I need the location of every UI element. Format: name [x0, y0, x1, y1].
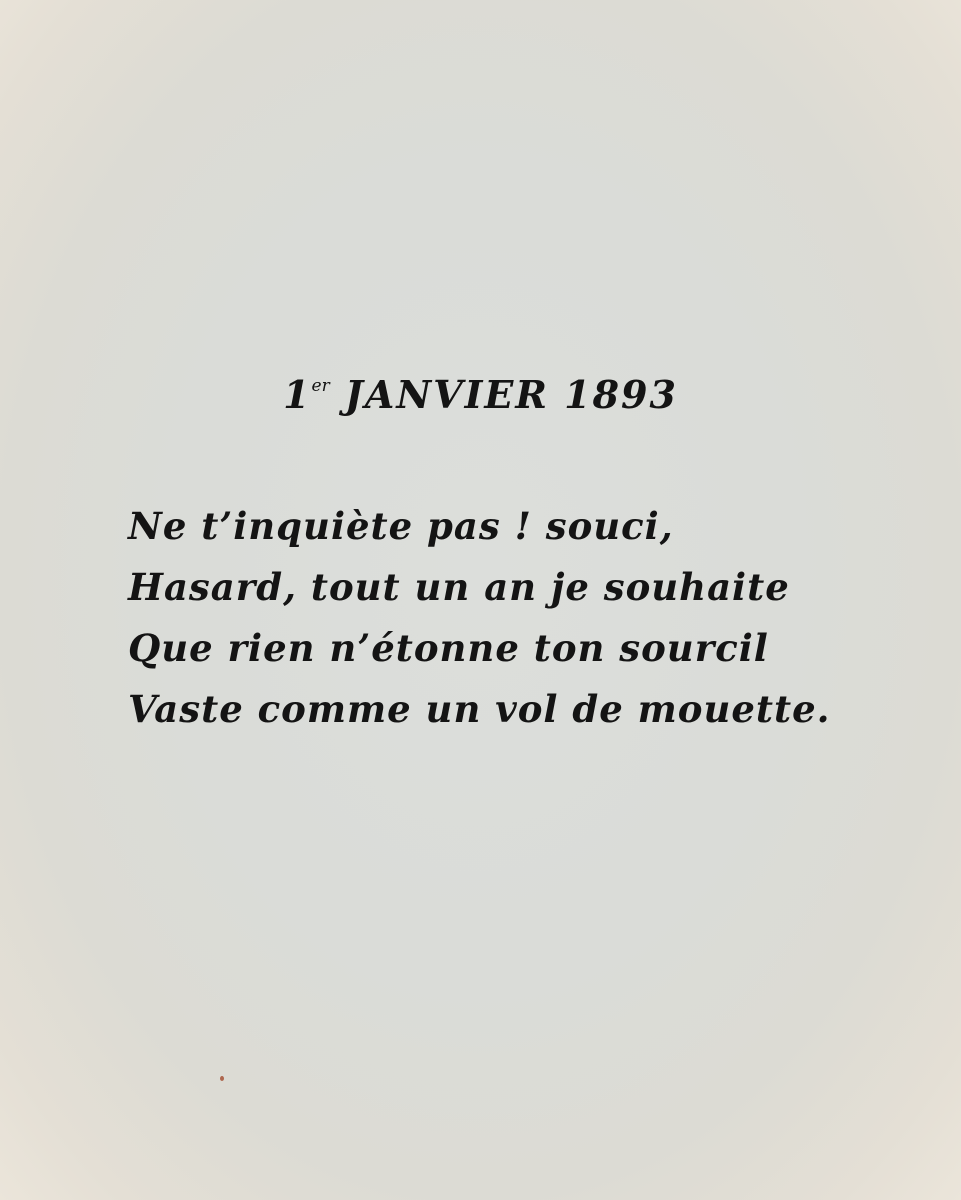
poem-title [0, 372, 961, 417]
poem-line-4: Vaste comme un vol de mouette. [128, 687, 831, 731]
poem-stanza [128, 496, 888, 740]
poem-line-1: Ne t’inquiète pas ! souci, [128, 504, 674, 548]
poem-line-3: Que rien n’étonne ton sourcil [128, 626, 769, 670]
title-superscript: er [311, 376, 330, 396]
title-day: 1 [283, 372, 312, 417]
title-date: JANVIER 1893 [329, 372, 678, 417]
paper-speck [220, 1076, 224, 1081]
poem-line-2: Hasard, tout un an je souhaite [128, 565, 790, 609]
